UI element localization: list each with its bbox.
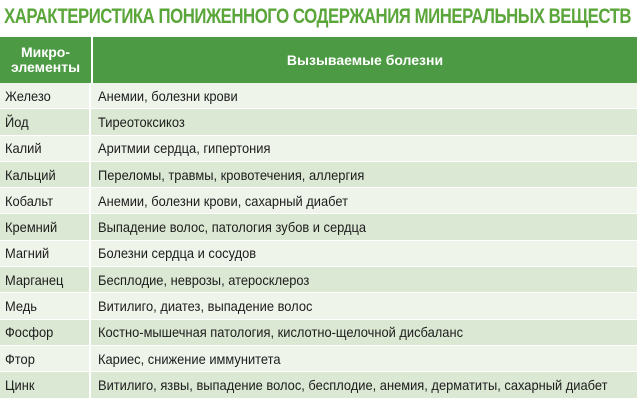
element-cell: Железо xyxy=(0,83,91,108)
table-header xyxy=(0,37,637,83)
table-row xyxy=(0,346,637,372)
minerals-table xyxy=(0,37,637,399)
disease-cell: Выпадение волос, патология зубов и сердца xyxy=(98,219,367,236)
disease-cell: Кариес, снижение иммунитета xyxy=(98,350,281,367)
table-row xyxy=(0,320,637,346)
table-row xyxy=(0,372,637,398)
disease-cell: Витилиго, язвы, выпадение волос, бесплодие, анемия, дерматиты, сахарный диабет xyxy=(98,376,608,393)
disease-cell: Переломы, травмы, кровотечения, аллергия xyxy=(98,166,365,183)
table-row xyxy=(0,162,637,188)
element-cell: Фтор xyxy=(0,346,91,371)
disease-cell: Аритмии сердца, гипертония xyxy=(98,140,271,157)
element-cell: Фосфор xyxy=(0,320,91,345)
table-row xyxy=(0,214,637,240)
disease-cell: Костно-мышечная патология, кислотно-щелочной дисбаланс xyxy=(98,324,464,341)
table-row xyxy=(0,83,637,109)
page-title: ХАРАКТЕРИСТИКА ПОНИЖЕННОГО СОДЕРЖАНИЯ МИНЕРАЛЬНЫХ ВЕЩЕСТВ xyxy=(4,5,632,28)
table-row xyxy=(0,136,637,162)
element-cell: Магний xyxy=(0,241,91,266)
disease-cell: Тиреотоксикоз xyxy=(98,113,185,130)
disease-cell: Бесплодие, неврозы, атеросклероз xyxy=(98,271,310,288)
table-row xyxy=(0,188,637,214)
element-cell: Калий xyxy=(0,136,91,161)
element-cell: Кобальт xyxy=(0,188,91,213)
disease-cell: Болезни сердца и сосудов xyxy=(98,245,257,262)
table-row xyxy=(0,109,637,135)
element-cell: Кальций xyxy=(0,162,91,187)
disease-cell: Анемии, болезни крови, сахарный диабет xyxy=(98,192,348,209)
table-row xyxy=(0,267,637,293)
table-body xyxy=(0,83,637,399)
element-cell: Кремний xyxy=(0,214,91,239)
element-cell: Медь xyxy=(0,293,91,318)
table-row xyxy=(0,293,637,319)
header-diseases: Вызываемые болезни xyxy=(286,52,444,68)
element-cell: Цинк xyxy=(0,372,91,397)
element-cell: Йод xyxy=(0,109,91,134)
header-microelements: Микро- элементы xyxy=(0,37,93,83)
table-row xyxy=(0,241,637,267)
element-cell: Марганец xyxy=(0,267,91,292)
disease-cell: Витилиго, диатез, выпадение волос xyxy=(98,298,313,315)
disease-cell: Анемии, болезни крови xyxy=(98,87,238,104)
